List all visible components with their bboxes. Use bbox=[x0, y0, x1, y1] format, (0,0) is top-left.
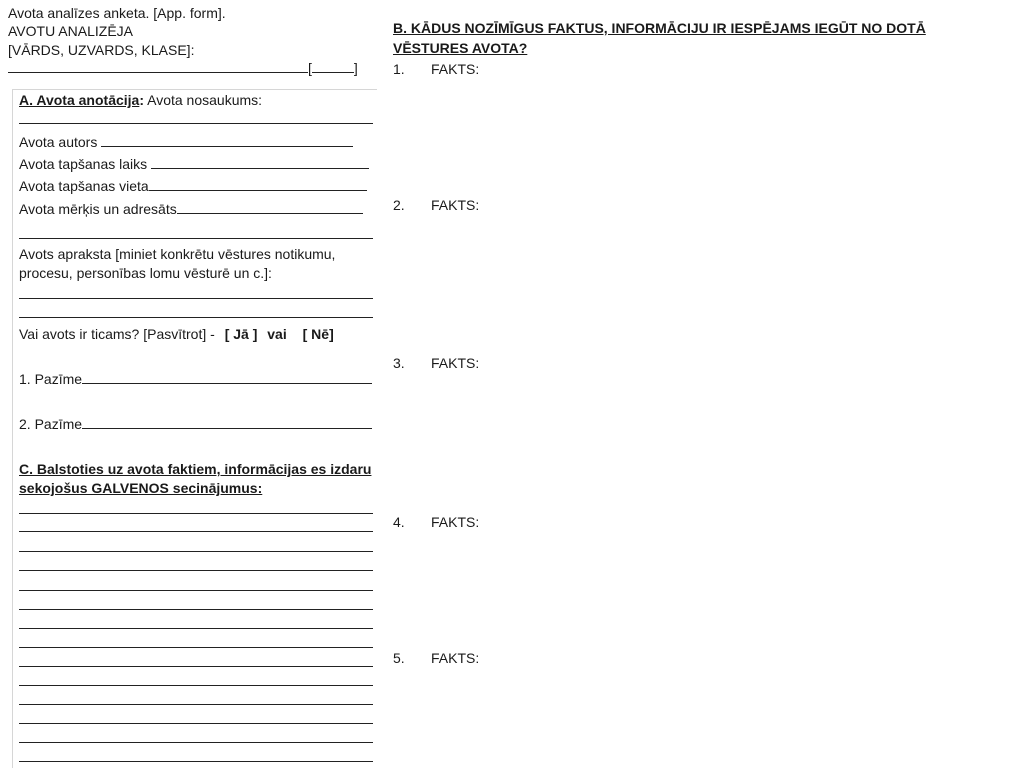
time-label: Avota tapšanas laiks bbox=[19, 156, 148, 172]
conclusion-line[interactable] bbox=[19, 666, 373, 667]
fact-number: 5. bbox=[393, 650, 405, 666]
conclusion-line[interactable] bbox=[19, 628, 373, 629]
conclusion-line[interactable] bbox=[19, 742, 373, 743]
purpose-label: Avota mērķis un adresāts bbox=[19, 201, 177, 217]
conclusion-line[interactable] bbox=[19, 761, 373, 762]
section-c-title-line1: C. Balstoties uz avota faktiem, informācijas es izdaru bbox=[19, 461, 372, 477]
purpose-row bbox=[19, 200, 363, 218]
section-a-colon: : bbox=[139, 92, 144, 108]
description-line2: procesu, personības lomu vēsturē un c.]: bbox=[19, 265, 272, 281]
conclusion-line[interactable] bbox=[19, 570, 373, 571]
place-blank[interactable] bbox=[149, 177, 367, 191]
section-b-title: B. KĀDUS NOZĪMĪGUS FAKTUS, INFORMĀCIJU IR IESPĒJAMS IEGŪT NO DOTĀ VĒSTURES AVOTA? bbox=[393, 20, 926, 56]
fact-number: 1. bbox=[393, 61, 405, 77]
sign1-blank[interactable] bbox=[82, 370, 372, 384]
bracket-close: ] bbox=[353, 60, 358, 76]
fact-number: 2. bbox=[393, 197, 405, 213]
time-row bbox=[19, 155, 369, 173]
trust-row bbox=[19, 325, 334, 343]
purpose-extra-line[interactable] bbox=[19, 238, 373, 239]
section-c-title-line2: sekojošus GALVENOS secinājumus: bbox=[19, 480, 263, 496]
purpose-blank[interactable] bbox=[177, 200, 363, 214]
conclusion-line[interactable] bbox=[19, 531, 373, 532]
analyst-entry-line[interactable] bbox=[8, 59, 358, 77]
source-name-line[interactable] bbox=[19, 123, 373, 124]
description-line[interactable] bbox=[19, 298, 373, 299]
analyst-name-blank[interactable] bbox=[8, 59, 308, 73]
time-blank[interactable] bbox=[151, 155, 369, 169]
conclusion-line[interactable] bbox=[19, 647, 373, 648]
sign2-blank[interactable] bbox=[82, 415, 372, 429]
conclusion-line[interactable] bbox=[19, 609, 373, 610]
source-name-label: Avota nosaukums: bbox=[147, 92, 263, 108]
sign1-label: 1. Pazīme bbox=[19, 371, 83, 387]
fact-number: 4. bbox=[393, 514, 405, 530]
conclusion-line[interactable] bbox=[19, 685, 373, 686]
trust-no-option[interactable]: [ Nē] bbox=[302, 326, 334, 342]
conclusion-line[interactable] bbox=[19, 704, 373, 705]
section-a-heading bbox=[19, 91, 262, 109]
author-label: Avota autors bbox=[19, 134, 98, 150]
form-title: Avota analīzes anketa. [App. form]. bbox=[8, 5, 226, 21]
fact-label[interactable]: FAKTS: bbox=[431, 61, 480, 77]
section-a-title: A. Avota anotācija bbox=[19, 92, 140, 108]
conclusion-line[interactable] bbox=[19, 551, 373, 552]
description-line[interactable] bbox=[19, 317, 373, 318]
analyst-fields-label: [VĀRDS, UZVARDS, KLASE]: bbox=[8, 42, 195, 58]
analyst-class-blank[interactable] bbox=[312, 59, 354, 73]
fact-label[interactable]: FAKTS: bbox=[431, 197, 480, 213]
author-row bbox=[19, 133, 353, 151]
author-blank[interactable] bbox=[101, 133, 353, 147]
analyst-heading: AVOTU ANALIZĒJA bbox=[8, 23, 133, 39]
conclusion-line[interactable] bbox=[19, 590, 373, 591]
fact-label[interactable]: FAKTS: bbox=[431, 650, 480, 666]
trust-or: vai bbox=[267, 326, 287, 342]
description-line1: Avots apraksta [miniet konkrētu vēstures notikumu, bbox=[19, 246, 336, 262]
place-label: Avota tapšanas vieta bbox=[19, 178, 149, 194]
fact-number: 3. bbox=[393, 355, 405, 371]
trust-question: Vai avots ir ticams? [Pasvītrot] - bbox=[19, 326, 215, 342]
sign2-row bbox=[19, 415, 372, 433]
fact-label[interactable]: FAKTS: bbox=[431, 355, 480, 371]
sign2-label: 2. Pazīme bbox=[19, 416, 83, 432]
fact-label[interactable]: FAKTS: bbox=[431, 514, 480, 530]
trust-yes-option[interactable]: [ Jā ] bbox=[224, 326, 258, 342]
place-row bbox=[19, 177, 367, 195]
bracket-open: [ bbox=[308, 60, 312, 76]
conclusion-line[interactable] bbox=[19, 513, 373, 514]
conclusion-line[interactable] bbox=[19, 723, 373, 724]
sign1-row bbox=[19, 370, 372, 388]
